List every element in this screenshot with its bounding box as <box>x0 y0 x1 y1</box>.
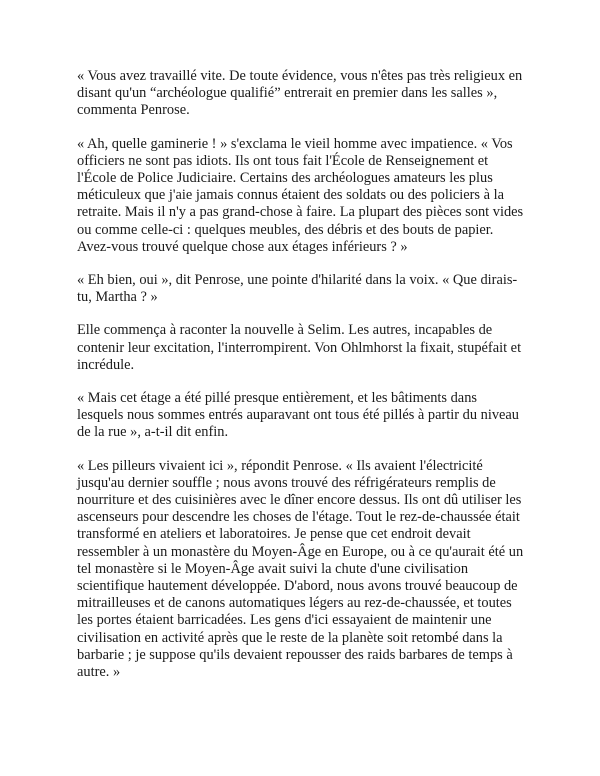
paragraph-1: « Vous avez travaillé vite. De toute évidence, vous n'êtes pas très religieux en disant qu'un “archéologue qualifié” entrerait en premier dans les salles », commenta Penrose. <box>77 68 523 119</box>
paragraph-2: « Ah, quelle gaminerie ! » s'exclama le vieil homme avec impatience. « Vos officiers ne sont pas idiots. Ils ont tous fait l'École de Renseignement et l'École de Police Judiciaire. Certains des archéologues amateurs les plus méticuleux que j'aie jamais connus étaient des soldats ou des policiers à la retraite. Mais il n'y a pas grand-chose à faire. La plupart des pièces sont vides ou comme celle-ci : quelques meubles, des débris et des bouts de papier. Avez-vous trouvé quelque chose aux étages inférieurs ? » <box>77 135 524 255</box>
paragraph-5: « Mais cet étage a été pillé presque entièrement, et les bâtiments dans lesquels nous sommes entrés auparavant ont tous été pillés à partir du niveau de la rue », a-t-il dit enfin. <box>77 390 519 441</box>
paragraph-6: « Les pilleurs vivaient ici », répondit Penrose. « Ils avaient l'électricité jusqu'au dernier souffle ; nous avons trouvé des réfrigérateurs remplis de nourriture et des cuisinières avec le dîner encore dessus. Ils ont dû utiliser les ascenseurs pour descendre les choses de l'étage. Tout le rez-de-chaussée était transformé en ateliers et laboratoires. Je pense que cet endroit devait ressembler à un monastère du Moyen-Âge en Europe, ou à ce qu'aurait été un tel monastère si le Moyen-Âge avait suivi la chute d'une civilisation scientifique hautement développée. D'abord, nous avons trouvé beaucoup de mitrailleuses et de canons automatiques légers au rez-de-chaussée, et toutes les portes étaient barricadées. Les gens d'ici essayaient de maintenir une civilisation en activité après que le reste de la planète soit retombé dans la barbarie ; je suppose qu'ils devaient repousser des raids barbares de temps à autre. » <box>77 457 524 681</box>
paragraph-3: « Eh bien, oui », dit Penrose, une pointe d'hilarité dans la voix. « Que dirais-tu, Martha ? » <box>77 272 518 306</box>
paragraph-4: Elle commença à raconter la nouvelle à Selim. Les autres, incapables de contenir leur excitation, l'interrompirent. Von Ohlmhorst la fixait, stupéfait et incrédule. <box>77 322 522 373</box>
document-page <box>77 68 525 697</box>
